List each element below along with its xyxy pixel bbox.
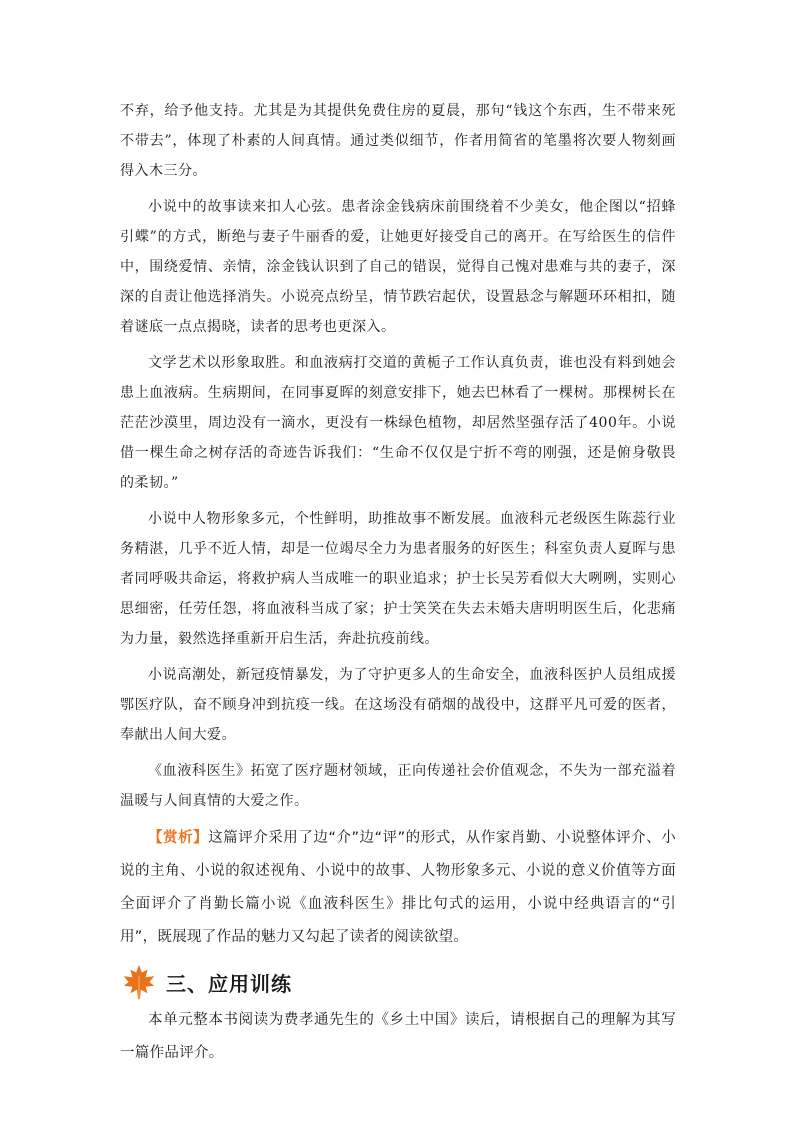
- maple-leaf-icon: [120, 963, 158, 1001]
- paragraph-2: 小说中的故事读来扣人心弦。患者涂金钱病床前围绕着不少美女，他企图以“招蜂引蝶”的方式，断绝与妻子牛丽香的爱，让她更好接受自己的离开。在写给医生的信件中，围绕爱情、亲情，涂金钱认识到了自己的错误，觉得自己愧对患难与共的妻子，深深的自责让他选择消失。小说亮点纷呈，情节跌宕起伏，设置悬念与解题环环相扣，随着谜底一点点揭晓，读者的思考也更深入。: [120, 199, 676, 335]
- analysis-text: 这篇评介采用了边“介”边“评”的形式，从作家肖勤、小说整体评介、小说的主角、小说的叙述视角、小说中的故事、人物形象多元、小说的意义价值等方面全面评介了肖勤长篇小说《血液科医生》排比句式的运用，小说中经典语言的“引用”，既展现了作品的魅力又勾起了读者的阅读欲望。: [120, 830, 677, 945]
- analysis-note: [120, 822, 676, 954]
- paragraph-4: 小说中人物形象多元，个性鲜明，助推故事不断发展。血液科元老级医生陈蕊行业务精湛，几乎不近人情，却是一位竭尽全力为患者服务的好医生；科室负责人夏晖与患者同呼吸共命运，将救护病人当成唯一的职业追求；护士长吴芳看似大大咧咧，实则心思细密，任劳任怨，将血液科当成了家；护士笑笑在失去未婚夫唐明明医生后，化悲痛为力量，毅然选择重新开启生活，奔赴抗疫前线。: [120, 511, 676, 647]
- section-text: 本单元整本书阅读为费孝通先生的《乡土中国》读后，请根据自己的理解为其写一篇作品评介。: [120, 1012, 676, 1061]
- section-title: 三、应用训练: [166, 971, 292, 996]
- paragraph-5: 小说高潮处，新冠疫情暴发，为了守护更多人的生命安全，血液科医护人员组成援鄂医疗队，奋不顾身冲到抗疫一线。在这场没有硝烟的战役中，这群平凡可爱的医者，奉献出人间大爱。: [120, 667, 676, 743]
- section-heading: [120, 960, 676, 1004]
- analysis-tag: 【赏析】: [148, 830, 209, 846]
- document-page: [120, 96, 676, 1070]
- paragraph-3: 文学艺术以形象取胜。和血液病打交道的黄栀子工作认真负责，谁也没有料到她会患上血液病。生病期间，在同事夏晖的刻意安排下，她去巴林看了一棵树。那棵树长在茫茫沙漠里，周边没有一滴水，更没有一株绿色植物，却居然坚强存活了400年。小说借一棵生命之树存活的奇迹告诉我们：“生命不仅仅是宁折不弯的刚强，还是俯身敬畏的柔韧。”: [120, 355, 676, 491]
- paragraph-6: 《血液科医生》拓宽了医疗题材领域，正向传递社会价值观念，不失为一部充溢着温暖与人间真情的大爱之作。: [120, 763, 676, 809]
- paragraph-1: 不弃，给予他支持。尤其是为其提供免费住房的夏晨，那句“钱这个东西，生不带来死不带去”，体现了朴素的人间真情。通过类似细节，作者用简省的笔墨将次要人物刻画得入木三分。: [120, 103, 676, 179]
